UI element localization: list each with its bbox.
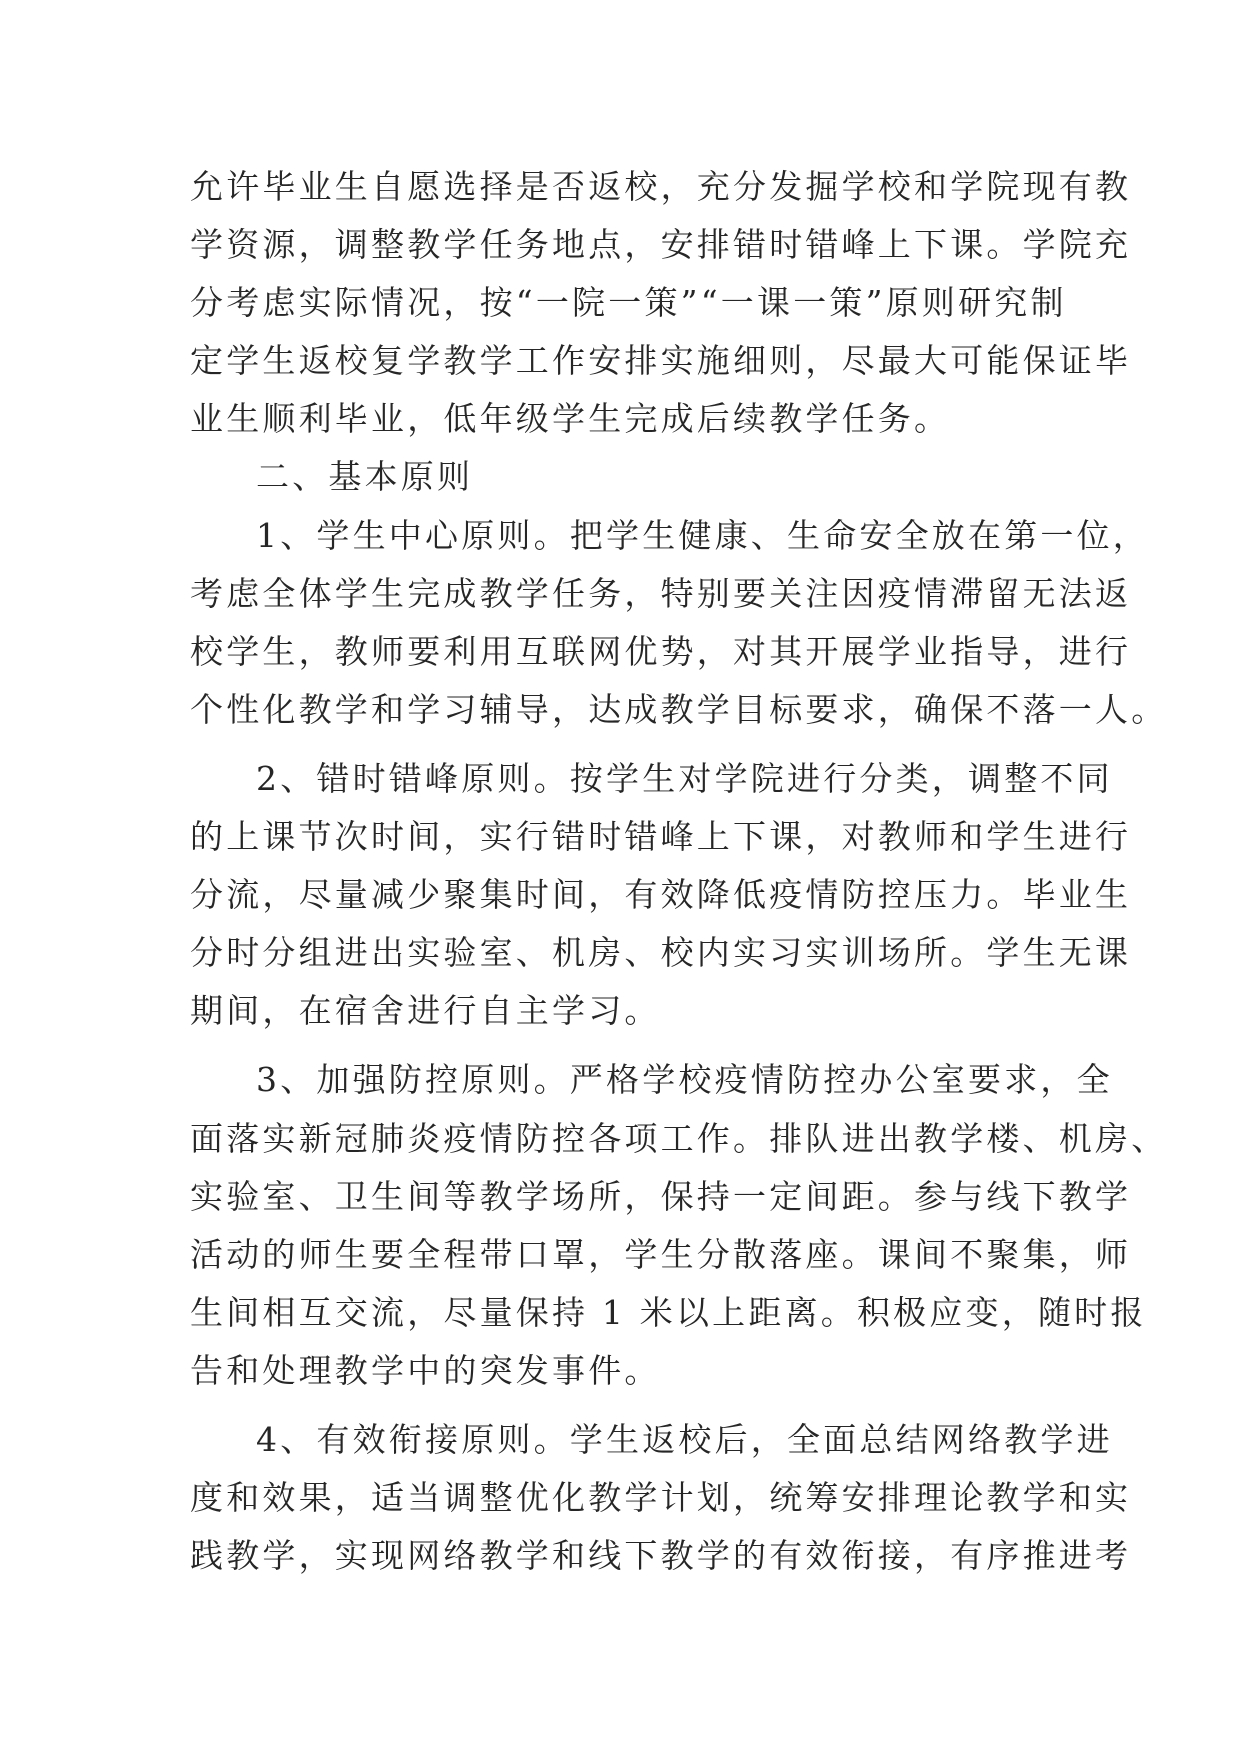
paragraph-first-line: 1、学生中心原则。把学生健康、生命安全放在第一位，: [256, 515, 1149, 555]
text-line: 告和处理教学中的突发事件。: [190, 1350, 661, 1390]
text-line: 个性化教学和学习辅导，达成教学目标要求，确保不落一人。: [190, 689, 1168, 729]
paragraph-gap: [190, 1040, 1060, 1051]
text-line: 校学生，教师要利用互联网优势，对其开展学业指导，进行: [190, 631, 1132, 671]
document-body: [190, 158, 1168, 1585]
paragraph-first-line: 4、有效衔接原则。学生返校后，全面总结网络教学进: [256, 1419, 1113, 1459]
paragraph-gap: [190, 1400, 1060, 1411]
text-line: 业生顺利毕业，低年级学生完成后续教学任务。: [190, 399, 951, 439]
text-line: 度和效果，适当调整优化教学计划，统筹安排理论教学和实: [190, 1478, 1132, 1518]
text-line: 践教学，实现网络教学和线下教学的有效衔接，有序推进考: [190, 1536, 1132, 1576]
text-line: 分考虑实际情况，按“一院一策”“一课一策”原则研究制: [190, 283, 1067, 323]
text-line: 实验室、卫生间等教学场所，保持一定间距。参与线下教学: [190, 1176, 1132, 1216]
text-line: 生间相互交流，尽量保持 1 米以上距离。积极应变，随时报: [190, 1292, 1147, 1332]
paragraph-first-line: 2、错时错峰原则。按学生对学院进行分类，调整不同: [256, 758, 1113, 798]
text-line: 的上课节次时间，实行错时错峰上下课，对教师和学生进行: [190, 817, 1132, 857]
text-line: 分时分组进出实验室、机房、校内实习实训场所。学生无课: [190, 933, 1132, 973]
text-line: 期间，在宿舍进行自主学习。: [190, 991, 661, 1031]
text-line: 允许毕业生自愿选择是否返校，充分发掘学校和学院现有教: [190, 167, 1132, 206]
text-line: 考虑全体学生完成教学任务，特别要关注因疫情滞留无法返: [190, 573, 1132, 613]
text-line: 定学生返校复学教学工作安排实施细则，尽最大可能保证毕: [190, 341, 1132, 381]
text-line: 面落实新冠肺炎疫情防控各项工作。排队进出教学楼、机房、: [190, 1118, 1168, 1158]
text-line: 学资源，调整教学任务地点，安排错时错峰上下课。学院充: [190, 225, 1132, 265]
text-line: 活动的师生要全程带口罩，学生分散落座。课间不聚集，师: [190, 1234, 1132, 1274]
section-heading: 二、基本原则: [256, 457, 474, 497]
paragraph-first-line: 3、加强防控原则。严格学校疫情防控办公室要求，全: [256, 1060, 1113, 1100]
paragraph-gap: [190, 739, 1060, 750]
text-line: 分流，尽量减少聚集时间，有效降低疫情防控压力。毕业生: [190, 875, 1132, 915]
